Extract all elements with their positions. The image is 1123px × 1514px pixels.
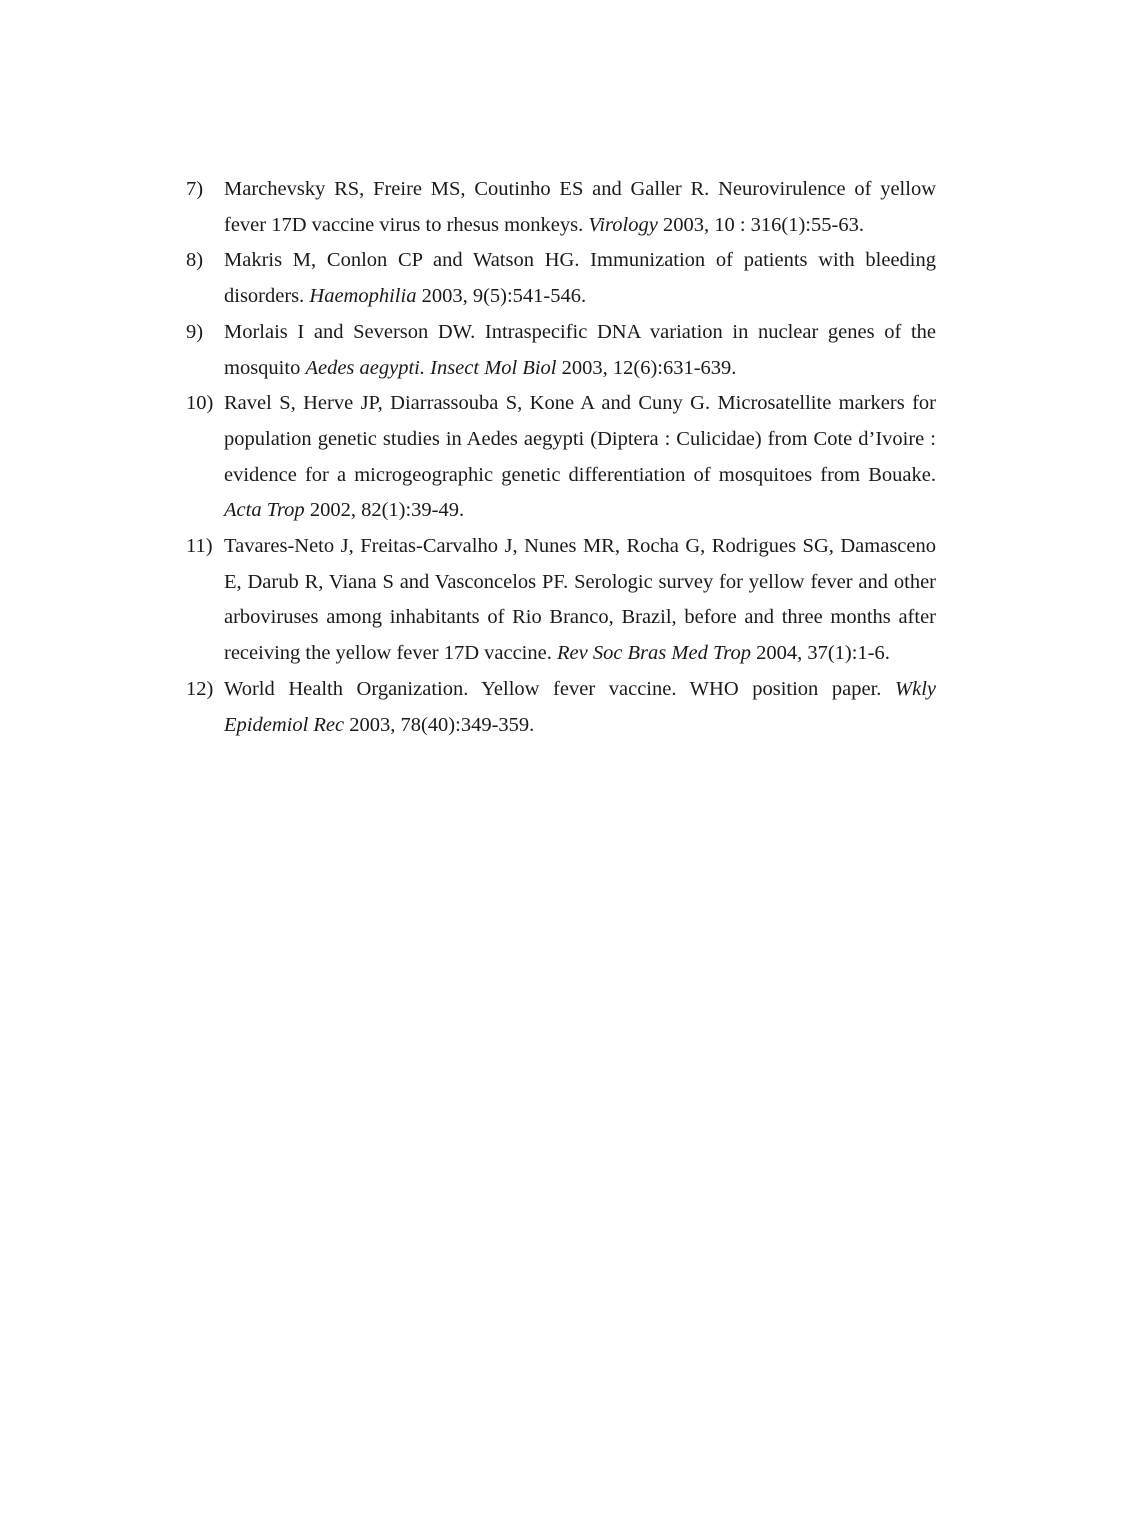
reference-journal-title: Aedes aegypti. Insect Mol Biol: [305, 356, 557, 379]
reference-number: 8): [186, 249, 204, 272]
reference-journal-title: Virology: [588, 213, 658, 236]
reference-item: [186, 529, 936, 672]
reference-journal-title: Wkly Epidemiol Rec: [224, 677, 936, 736]
reference-text: [224, 178, 936, 236]
reference-text: [224, 678, 936, 736]
reference-text: [224, 321, 936, 379]
reference-segment: 2003, 78(40):349-359.: [344, 713, 535, 736]
reference-number: 10): [186, 392, 214, 415]
reference-segment: World Health Organization. Yellow fever vaccine. WHO position paper.: [224, 677, 896, 700]
reference-segment: 2003, 10 : 316(1):55-63.: [657, 213, 864, 236]
reference-text: [224, 249, 936, 307]
reference-segment: 2002, 82(1):39-49.: [304, 499, 465, 522]
reference-number: 12): [186, 677, 214, 700]
reference-journal-title: Rev Soc Bras Med Trop: [556, 642, 751, 665]
reference-segment: Tavares-Neto J, Freitas-Carvalho J, Nunes MR, Rocha G, Rodrigues SG, Damasceno E, Darub R, Viana S and Vasconcelos PF. Serologic survey for yellow fever and other arboviruses among inhabitants of Rio Branco, Brazil, before and three months after receiving the yellow fever 17D vaccine.: [224, 535, 936, 665]
reference-segment: Makris M, Conlon CP and Watson HG. Immunization of patients with bleeding disorders.: [224, 249, 936, 308]
reference-segment: 2004, 37(1):1-6.: [750, 642, 890, 665]
reference-text: [224, 392, 936, 521]
reference-item: [186, 672, 936, 743]
reference-segment: 2003, 9(5):541-546.: [416, 285, 587, 308]
reference-text: [224, 535, 936, 664]
reference-journal-title: Acta Trop: [224, 499, 305, 522]
reference-journal-title: Haemophilia: [309, 285, 417, 308]
reference-segment: 2003, 12(6):631-639.: [556, 356, 737, 379]
reference-item: [186, 386, 936, 529]
reference-segment: Ravel S, Herve JP, Diarrassouba S, Kone A and Cuny G. Microsatellite markers for population genetic studies in Aedes aegypti (Diptera : Culicidae) from Cote d’Ivoire : evidence for a microgeographic genetic differentiation of mosquitoes from Bouake.: [224, 392, 936, 486]
reference-list: [186, 172, 936, 743]
reference-number: 11): [186, 535, 213, 558]
reference-item: [186, 315, 936, 386]
reference-item: [186, 172, 936, 243]
reference-segment: Morlais I and Severson DW. Intraspecific DNA variation in nuclear genes of the mosquito: [224, 320, 936, 379]
reference-item: [186, 243, 936, 314]
reference-number: 9): [186, 320, 204, 343]
reference-segment: Marchevsky RS, Freire MS, Coutinho ES and Galler R. Neurovirulence of yellow fever 17D vaccine virus to rhesus monkeys.: [224, 178, 936, 236]
reference-number: 7): [186, 178, 204, 200]
